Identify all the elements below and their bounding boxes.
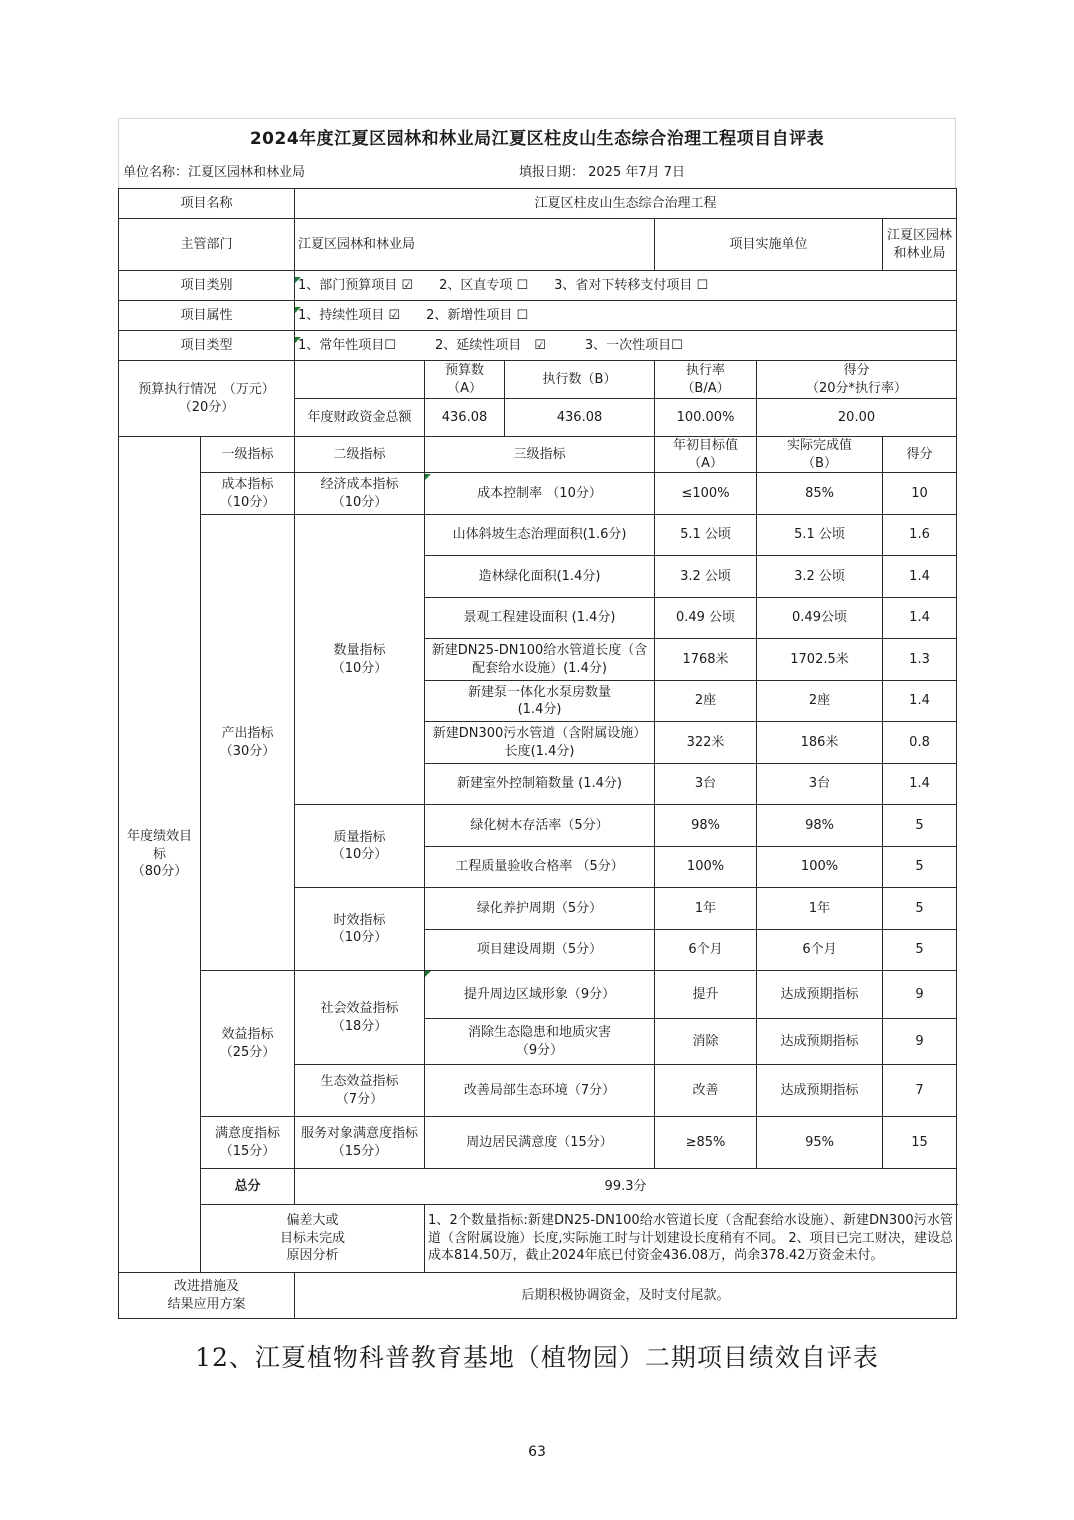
indicator-actual: 95% xyxy=(757,1117,883,1169)
perf-label: 年度绩效目标 （80分） xyxy=(119,437,201,1273)
indicator-score: 1.4 xyxy=(883,764,957,805)
indicator-target: ≤100% xyxy=(655,473,757,515)
category-value: 1、部门预算项目 ☑ 2、区直专项 ☐ 3、省对下转移支付项目 ☐ xyxy=(295,271,957,301)
type-value: 1、常年性项目☐ 2、延续性项目 ☑ 3、一次性项目☐ xyxy=(295,331,957,361)
cell-corner-marker xyxy=(295,337,301,343)
indicator-score: 5 xyxy=(883,888,957,930)
budget-value-rate: 100.00% xyxy=(655,399,757,437)
cell-corner-marker xyxy=(295,277,301,283)
indicator-name: 工程质量验收合格率 （5分） xyxy=(425,847,655,888)
improvement-value: 后期积极协调资金，及时支付尾款。 xyxy=(295,1273,957,1319)
table-row xyxy=(119,971,957,1019)
l2-quantity: 数量指标 （10分） xyxy=(295,515,425,805)
l1-output: 产出指标 （30分） xyxy=(201,515,295,971)
total-value: 99.3分 xyxy=(295,1169,957,1205)
budget-header-blank xyxy=(295,361,425,399)
l2-ecological: 生态效益指标 （7分） xyxy=(295,1065,425,1117)
indicator-name: 新建DN25-DN100给水管道长度（含配套给水设施）(1.4分) xyxy=(425,639,655,681)
impl-unit-label: 项目实施单位 xyxy=(655,219,883,271)
indicator-target: 1768米 xyxy=(655,639,757,681)
row-budget-header xyxy=(119,361,957,399)
header-actual: 实际完成值 （B） xyxy=(757,437,883,473)
indicator-actual: 100% xyxy=(757,847,883,888)
total-label: 总分 xyxy=(201,1169,295,1205)
indicator-name: 绿化树木存活率（5分） xyxy=(425,805,655,847)
indicator-name: 项目建设周期（5分） xyxy=(425,930,655,971)
indicator-actual: 达成预期指标 xyxy=(757,1065,883,1117)
l2-econ-cost: 经济成本指标 （10分） xyxy=(295,473,425,515)
indicator-name: 新建泵一体化水泵房数量 (1.4分) xyxy=(425,681,655,722)
unit-name: 单位名称：江夏区园林和林业局 xyxy=(123,165,306,180)
indicator-name: 新建室外控制箱数量 (1.4分) xyxy=(425,764,655,805)
indicator-name: 改善局部生态环境（7分） xyxy=(425,1065,655,1117)
budget-value-a: 436.08 xyxy=(425,399,505,437)
row-total xyxy=(119,1169,957,1205)
indicator-actual: 2座 xyxy=(757,681,883,722)
indicator-score: 9 xyxy=(883,1019,957,1065)
indicator-target: 6个月 xyxy=(655,930,757,971)
l1-satisfaction: 满意度指标 （15分） xyxy=(201,1117,295,1169)
page-number: 63 xyxy=(528,1444,546,1460)
indicator-score: 5 xyxy=(883,930,957,971)
category-label: 项目类别 xyxy=(119,271,295,301)
indicator-target: 改善 xyxy=(655,1065,757,1117)
indicator-score: 7 xyxy=(883,1065,957,1117)
table-row xyxy=(119,473,957,515)
row-department xyxy=(119,219,957,271)
l2-timeliness: 时效指标 （10分） xyxy=(295,888,425,971)
header-level2: 二级指标 xyxy=(295,437,425,473)
indicator-target: 322米 xyxy=(655,722,757,764)
indicator-actual: 5.1 公顷 xyxy=(757,515,883,556)
table-title: 2024年度江夏区园林和林业局江夏区柱皮山生态综合治理工程项目自评表 xyxy=(118,118,956,158)
cell-corner-marker xyxy=(425,971,431,977)
header-level3: 三级指标 xyxy=(425,437,655,473)
unit-info-line xyxy=(118,158,956,188)
cell-corner-marker xyxy=(425,474,431,480)
indicator-score: 1.4 xyxy=(883,681,957,722)
indicator-target: 2座 xyxy=(655,681,757,722)
project-name-label: 项目名称 xyxy=(119,189,295,219)
table-row xyxy=(119,1117,957,1169)
indicator-name: 成本控制率 （10分） xyxy=(425,473,655,515)
l2-social: 社会效益指标 （18分） xyxy=(295,971,425,1065)
budget-header-score: 得分 （20分*执行率） xyxy=(757,361,957,399)
indicator-actual: 3.2 公顷 xyxy=(757,556,883,598)
header-target: 年初目标值 （A） xyxy=(655,437,757,473)
deviation-label: 偏差大或 目标未完成 原因分析 xyxy=(201,1205,425,1273)
cell-corner-marker xyxy=(295,307,301,313)
deviation-value: 1、2个数量指标:新建DN25-DN100给水管道长度（含配套给水设施）、新建DN300污水管道（含附属设施）长度,实际施工时与计划建设长度稍有不同。 2、项目已完工财决，建设总成本814.50万，截止2024年底已付资金436.08万，尚余378.42万资金未付。 xyxy=(425,1205,957,1273)
indicator-score: 1.6 xyxy=(883,515,957,556)
indicator-name: 山体斜坡生态治理面积(1.6分) xyxy=(425,515,655,556)
table-row xyxy=(119,515,957,556)
row-improvement xyxy=(119,1273,957,1319)
row-perf-header xyxy=(119,437,957,473)
evaluation-table xyxy=(118,188,957,1319)
fill-date: 填报日期： 2025 年7月 7日 xyxy=(519,165,686,180)
budget-row-label: 年度财政资金总额 xyxy=(295,399,425,437)
row-attribute xyxy=(119,301,957,331)
budget-value-score: 20.00 xyxy=(757,399,957,437)
attribute-value: 1、持续性项目 ☑ 2、新增性项目 ☐ xyxy=(295,301,957,331)
l2-quality: 质量指标 （10分） xyxy=(295,805,425,888)
row-project-name xyxy=(119,189,957,219)
indicator-name: 造林绿化面积(1.4分) xyxy=(425,556,655,598)
header-level1: 一级指标 xyxy=(201,437,295,473)
indicator-score: 9 xyxy=(883,971,957,1019)
dept-value: 江夏区园林和林业局 xyxy=(295,219,655,271)
indicator-actual: 3台 xyxy=(757,764,883,805)
indicator-name: 绿化养护周期（5分） xyxy=(425,888,655,930)
indicator-target: 1年 xyxy=(655,888,757,930)
indicator-score: 1.4 xyxy=(883,598,957,639)
budget-header-rate: 执行率 （B/A） xyxy=(655,361,757,399)
improvement-label: 改进措施及 结果应用方案 xyxy=(119,1273,295,1319)
row-type xyxy=(119,331,957,361)
attribute-label: 项目属性 xyxy=(119,301,295,331)
indicator-actual: 0.49公顷 xyxy=(757,598,883,639)
dept-label: 主管部门 xyxy=(119,219,295,271)
indicator-score: 15 xyxy=(883,1117,957,1169)
budget-header-a: 预算数 （A） xyxy=(425,361,505,399)
type-label: 项目类型 xyxy=(119,331,295,361)
indicator-score: 0.8 xyxy=(883,722,957,764)
indicator-actual: 85% xyxy=(757,473,883,515)
indicator-name: 景观工程建设面积 (1.4分) xyxy=(425,598,655,639)
impl-unit-value: 江夏区园林和林业局 xyxy=(883,219,957,271)
indicator-target: 消除 xyxy=(655,1019,757,1065)
indicator-score: 1.4 xyxy=(883,556,957,598)
indicator-target: 3.2 公顷 xyxy=(655,556,757,598)
indicator-name: 提升周边区域形象（9分） xyxy=(425,971,655,1019)
indicator-actual: 6个月 xyxy=(757,930,883,971)
indicator-score: 5 xyxy=(883,847,957,888)
row-category xyxy=(119,271,957,301)
indicator-actual: 98% xyxy=(757,805,883,847)
indicator-score: 1.3 xyxy=(883,639,957,681)
project-name-value: 江夏区柱皮山生态综合治理工程 xyxy=(295,189,957,219)
l2-service: 服务对象满意度指标（15分） xyxy=(295,1117,425,1169)
indicator-actual: 1年 xyxy=(757,888,883,930)
indicator-actual: 186米 xyxy=(757,722,883,764)
indicator-name: 周边居民满意度（15分） xyxy=(425,1117,655,1169)
l1-cost: 成本指标 （10分） xyxy=(201,473,295,515)
indicator-target: 98% xyxy=(655,805,757,847)
indicator-target: ≥85% xyxy=(655,1117,757,1169)
budget-value-b: 436.08 xyxy=(505,399,655,437)
row-deviation xyxy=(119,1205,957,1273)
indicator-score: 5 xyxy=(883,805,957,847)
indicator-score: 10 xyxy=(883,473,957,515)
indicator-target: 3台 xyxy=(655,764,757,805)
indicator-target: 100% xyxy=(655,847,757,888)
indicator-target: 5.1 公顷 xyxy=(655,515,757,556)
next-section-title: 12、江夏植物科普教育基地（植物园）二期项目绩效自评表 xyxy=(195,1343,879,1372)
budget-label: 预算执行情况 （万元） （20分） xyxy=(119,361,295,437)
indicator-actual: 1702.5米 xyxy=(757,639,883,681)
indicator-target: 0.49 公顷 xyxy=(655,598,757,639)
budget-header-b: 执行数（B） xyxy=(505,361,655,399)
header-score: 得分 xyxy=(883,437,957,473)
indicator-actual: 达成预期指标 xyxy=(757,971,883,1019)
indicator-name: 新建DN300污水管道（含附属设施）长度(1.4分) xyxy=(425,722,655,764)
indicator-name: 消除生态隐患和地质灾害 （9分） xyxy=(425,1019,655,1065)
indicator-target: 提升 xyxy=(655,971,757,1019)
indicator-actual: 达成预期指标 xyxy=(757,1019,883,1065)
l1-benefit: 效益指标 （25分） xyxy=(201,971,295,1117)
